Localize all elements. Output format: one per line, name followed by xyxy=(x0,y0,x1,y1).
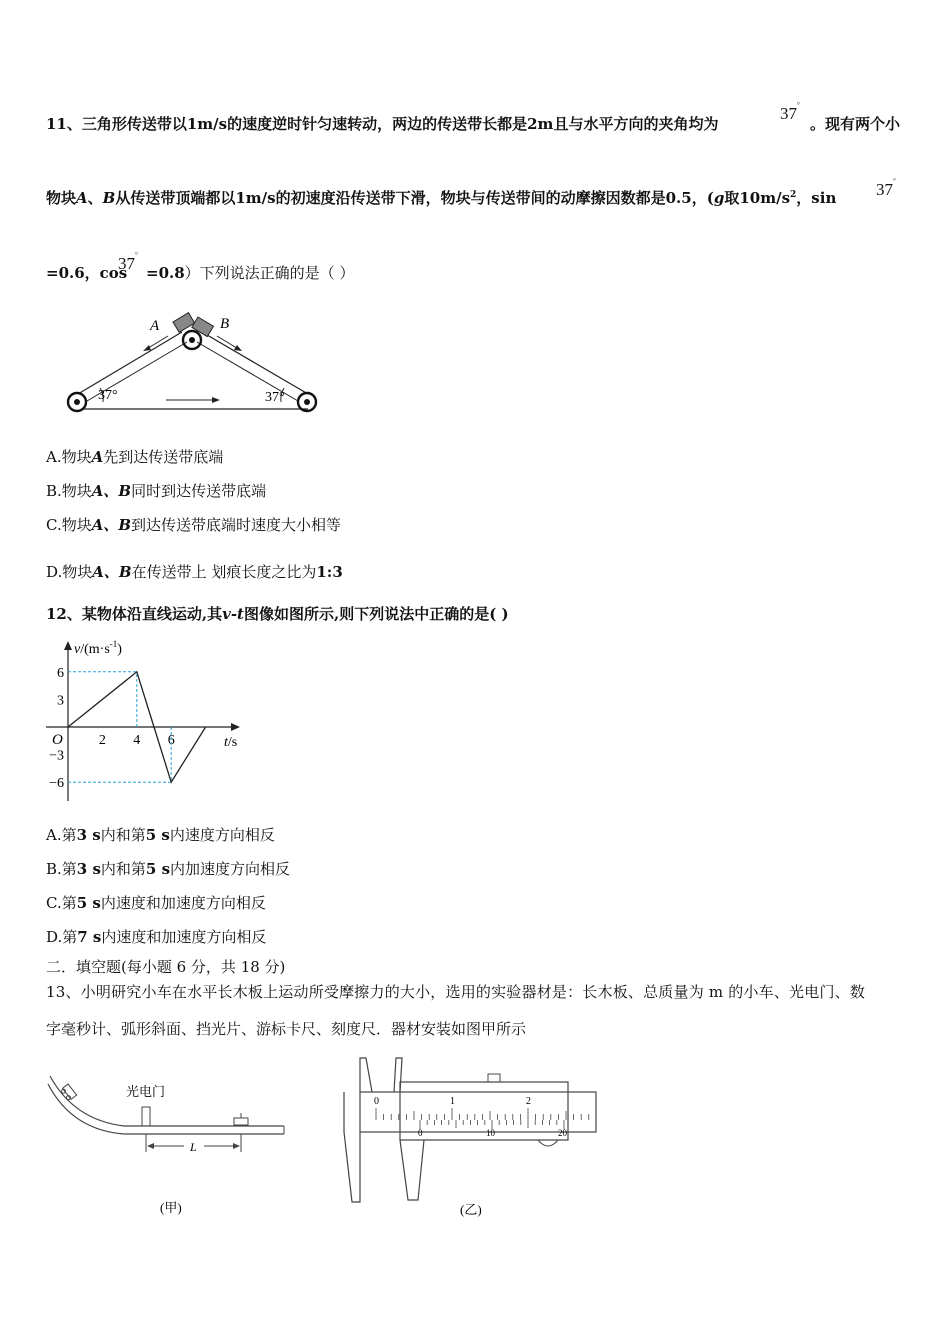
q12-option-b[interactable]: B.第3 s内和第5 s内加速度方向相反 xyxy=(46,860,291,878)
angle-label-left: 37° xyxy=(98,388,118,403)
label-b: B xyxy=(220,316,230,332)
q13-line-1: 13、小明研究小车在水平长木板上运动所受摩擦力的大小，选用的实验器材是：长木板、总质量为 m 的小车、光电门、数 xyxy=(46,983,866,1001)
angle-37-b: 37° xyxy=(876,177,896,199)
q13-line-2: 字毫秒计、弧形斜面、挡光片、游标卡尺、刻度尺．器材安装如图甲所示 xyxy=(46,1020,527,1038)
y-tick-label: −3 xyxy=(49,748,64,764)
vernier-scale-10: 10 xyxy=(486,1128,495,1138)
x-tick-label: 6 xyxy=(167,733,175,748)
block-b xyxy=(192,317,214,337)
angle-37-c: 37° xyxy=(118,251,138,273)
angle-37-a: 37° xyxy=(780,101,800,123)
main-scale-2: 2 xyxy=(526,1096,531,1107)
main-scale xyxy=(376,1108,589,1120)
q11-line-1-tail: 。现有两个小 xyxy=(810,115,901,133)
x-axis-label: t/s xyxy=(224,735,238,750)
conveyor-belt-figure xyxy=(60,308,330,424)
origin-label: O xyxy=(52,732,63,748)
vt-graph xyxy=(40,636,250,810)
q12-option-a[interactable]: A.第3 s内和第5 s内速度方向相反 xyxy=(46,826,275,844)
photogate xyxy=(142,1107,150,1126)
q11-option-a[interactable]: A.物块A先到达传送带底端 xyxy=(46,448,224,466)
q11-option-d[interactable]: D.物块A、B在传送带上 划痕长度之比为1:3 xyxy=(46,563,343,581)
photogate-label: 光电门 xyxy=(126,1084,166,1099)
x-tick-label: 2 xyxy=(98,733,106,748)
y-axis-label: $v/(m\cdot s^{-1})$ xyxy=(74,639,122,657)
q12-option-d[interactable]: D.第7 s内速度和加速度方向相反 xyxy=(46,928,267,946)
q11-line-3-tail: =0.8）下列说法正确的是（ ） xyxy=(146,264,355,282)
vernier-scale-20: 20 xyxy=(558,1128,567,1138)
q11-option-b[interactable]: B.物块A、B同时到达传送带底端 xyxy=(46,482,267,500)
q12-option-c[interactable]: C.第5 s内速度和加速度方向相反 xyxy=(46,894,266,912)
main-scale-0: 0 xyxy=(374,1096,379,1107)
vernier-scale-0: 0 xyxy=(418,1128,423,1138)
block-a xyxy=(173,313,195,333)
y-tick-label: 3 xyxy=(57,693,64,709)
q11-line-3: =0.6，cos xyxy=(46,264,128,282)
y-tick-label: 6 xyxy=(57,665,64,681)
main-scale-1: 1 xyxy=(450,1096,455,1107)
angle-label-right: 37° xyxy=(265,390,285,405)
q11-line-1: 11、三角形传送带以1m/s的速度逆时针匀速转动，两边的传送带长都是2m且与水平方向的夹角均为 xyxy=(46,115,719,133)
q11-option-c[interactable]: C.物块A、B到达传送带底端时速度大小相等 xyxy=(46,516,342,534)
caption-yi: (乙) xyxy=(460,1202,482,1217)
figure-jia-track xyxy=(44,1062,294,1224)
q11-text: 11、三角形传送带以 xyxy=(46,115,187,133)
y-tick-label: −6 xyxy=(49,776,64,792)
label-a: A xyxy=(150,318,160,334)
q12-stem: 12、某物体沿直线运动,其v-t图像如图所示,则下列说法中正确的是( ) xyxy=(46,605,509,623)
length-label: L xyxy=(190,1140,197,1154)
q11-line-2: 物块A、B从传送带顶端都以1m/s的初速度沿传送带下滑，物块与传送带间的动摩擦因数都是0.5，(g取$10m/s^2$，sin xyxy=(46,189,837,207)
caption-jia: (甲) xyxy=(160,1200,182,1215)
section-title: 二．填空题(每小题 6 分，共 18 分) xyxy=(46,958,286,976)
x-tick-label: 4 xyxy=(133,733,141,748)
figure-yi-caliper xyxy=(338,1052,602,1226)
